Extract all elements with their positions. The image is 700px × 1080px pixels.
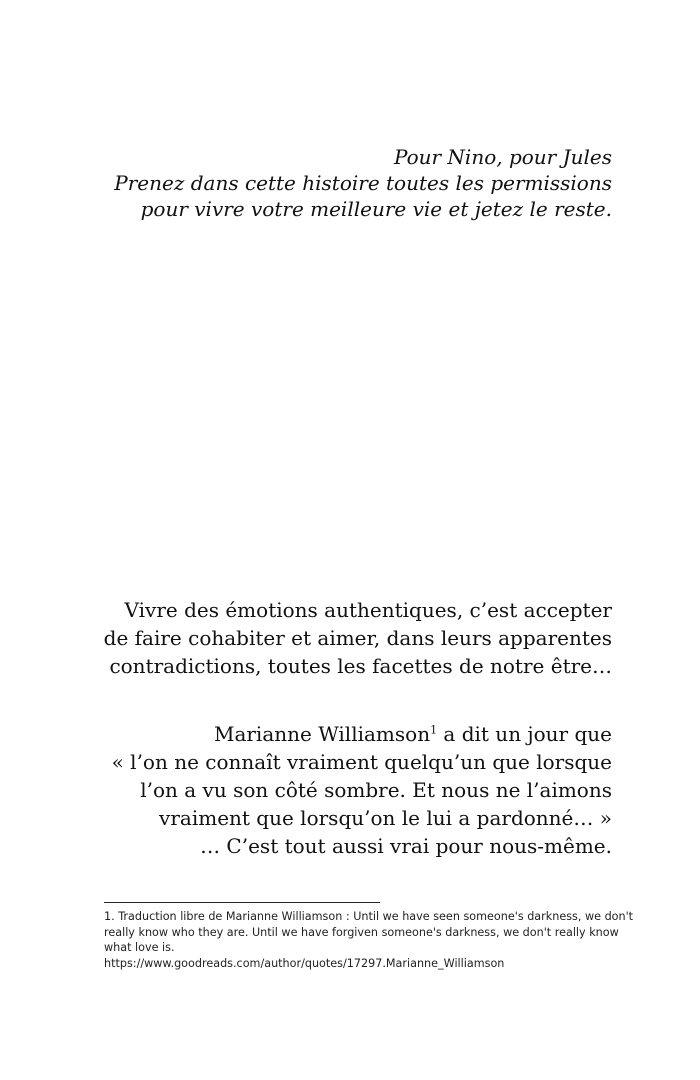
dedication-line: Prenez dans cette histoire toutes les permissions — [114, 171, 612, 195]
epigraph-line: Vivre des émotions authentiques, c’est accepter — [124, 598, 612, 622]
epigraph-line: de faire cohabiter et aimer, dans leurs apparentes — [103, 626, 612, 650]
epigraph-line: contradictions, toutes les facettes de notre être… — [109, 654, 612, 678]
epigraph — [92, 596, 612, 680]
dedication-line: Pour Nino, pour Jules — [393, 145, 612, 169]
quote-intro: a dit un jour que — [437, 722, 612, 746]
quote-line: vraiment que lorsqu’on le lui a pardonné… » — [159, 806, 612, 830]
footnote-marker: 1 — [430, 723, 438, 737]
quote-line: « l’on ne connaît vraiment quelqu’un que lorsque — [111, 750, 612, 774]
footnote — [104, 909, 634, 971]
quote-line — [92, 720, 612, 748]
quote-line: … C’est tout aussi vrai pour nous-même. — [200, 834, 612, 858]
dedication — [92, 144, 612, 222]
footnote-line: 1. Traduction libre de Marianne Williamson : Until we have seen someone's darkness, we don't — [104, 910, 634, 923]
footnote-line: really know who they are. Until we have forgiven someone's darkness, we don't really know — [104, 925, 619, 939]
footnote-divider — [104, 902, 380, 903]
quote-line: l’on a vu son côté sombre. Et nous ne l’aimons — [140, 778, 612, 802]
footnote-line: what love is. — [104, 941, 175, 954]
williamson-quote — [92, 720, 612, 860]
footnote-link: https://www.goodreads.com/author/quotes/17297.Marianne_Williamson — [104, 956, 505, 970]
quote-author: Marianne Williamson — [213, 722, 431, 746]
dedication-line: pour vivre votre meilleure vie et jetez le reste. — [140, 197, 612, 221]
